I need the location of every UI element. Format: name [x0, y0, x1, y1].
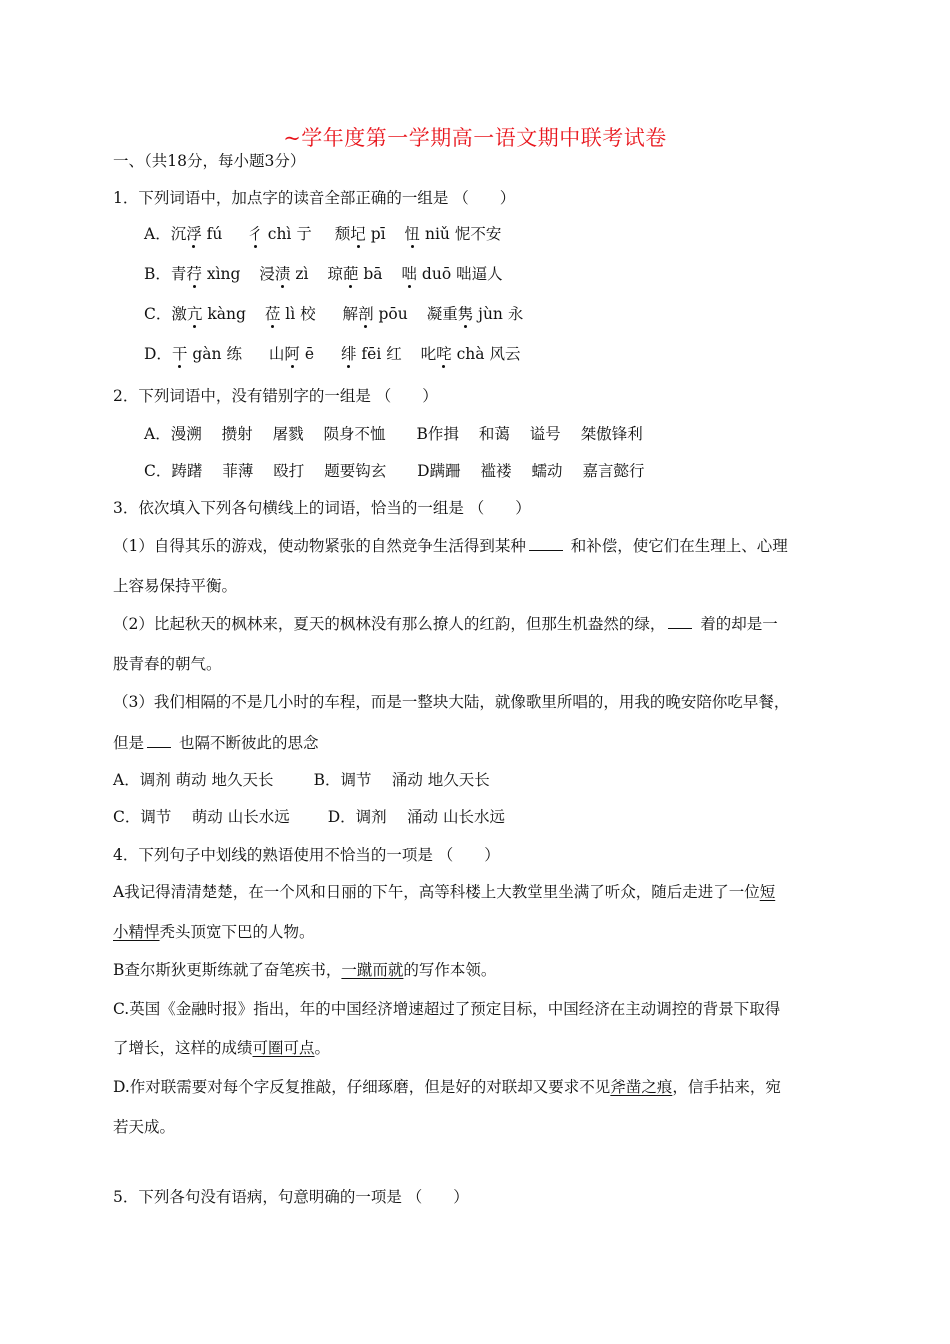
q2-stem: 2．下列词语中，没有错别字的一组是 （ ） — [113, 387, 438, 405]
q3-options-ab: A．调剂 萌动 地久天长 B．调节 涌动 地久天长 — [113, 771, 490, 789]
q4-option-c: C.英国《金融时报》指出，年的中国经济增速超过了预定目标，中国经济在主动调控的背景下取得 — [113, 1000, 781, 1018]
q3-sentence-1: （1）自得其乐的游戏，使动物紧张的自然竞争生活得到某种 和补偿，使它们在生理上、心理 — [113, 537, 788, 555]
q3-options-cd: C．调节 萌动 山长水远 D．调剂 涌动 山长水远 — [113, 808, 506, 826]
q4-option-a-cont: 小精悍秃头顶宽下巴的人物。 — [113, 923, 315, 941]
q1-option-b: B．青荇 xìng 浸渍 zì 琼葩 bā 咄 duō 咄逼人 — [144, 265, 503, 283]
q1-option-a: A．沉浮 fú 彳 chì 亍 颓圮 pī 忸 niǔ 怩不安 — [144, 225, 502, 243]
exam-title: ~学年度第一学期高一语文期中联考试卷 — [283, 126, 667, 150]
q3-sentence-3: （3）我们相隔的不是几小时的车程，而是一整块大陆，就像歌里所唱的，用我的晚安陪你吃早餐， — [113, 693, 790, 711]
q4-option-c-cont: 了增长，这样的成绩可圈可点。 — [113, 1039, 331, 1057]
q5-stem: 5．下列各句没有语病，句意明确的一项是 （ ） — [113, 1188, 469, 1206]
q3-blank-2 — [668, 614, 692, 629]
q3-stem: 3．依次填入下列各句横线上的词语，恰当的一组是 （ ） — [113, 499, 531, 517]
q4-option-d-cont: 若天成。 — [113, 1118, 176, 1136]
q4-option-d: D.作对联需要对每个字反复推敲，仔细琢磨，但是好的对联却又要求不见斧凿之痕，信手拈来，宛 — [113, 1078, 781, 1096]
q4-option-a: A我记得清清楚楚，在一个风和日丽的下午，高等科楼上大教堂里坐满了听众，随后走进了一位短 — [113, 883, 776, 901]
q2-row-2: C．踌躇 菲薄 殴打 题要钩玄 D蹒跚 褴褛 蠕动 嘉言懿行 — [144, 462, 645, 480]
q3-blank-1 — [529, 536, 563, 551]
q1-option-c: C．激亢 kàng 莅 lì 校 解剖 pōu 凝重隽 jùn 永 — [144, 305, 524, 323]
q3-sentence-2-cont: 股青春的朝气。 — [113, 655, 222, 673]
q3-sentence-3-cont: 但是 也隔不断彼此的思念 — [113, 734, 319, 752]
q3-blank-3 — [147, 733, 171, 748]
q3-sentence-2: （2）比起秋天的枫林来，夏天的枫林没有那么撩人的红韵，但那生机盎然的绿， 着的却是一 — [113, 615, 778, 633]
q1-stem: 1．下列词语中，加点字的读音全部正确的一组是 （ ） — [113, 189, 516, 207]
section-heading: 一、（共18分，每小题3分） — [113, 152, 306, 170]
q4-option-b: B查尔斯狄更斯练就了奋笔疾书，一蹴而就的写作本领。 — [113, 961, 497, 979]
q4-stem: 4．下列句子中划线的熟语使用不恰当的一项是 （ ） — [113, 846, 500, 864]
q3-sentence-1-cont: 上容易保持平衡。 — [113, 577, 238, 595]
q2-row-1: A．漫溯 攒射 屠戮 陨身不恤 B作揖 和蔼 谥号 桀傲锋利 — [144, 425, 643, 443]
q1-option-d: D．干 gàn 练 山阿 ē 绯 fēi 红 叱咤 chà 风云 — [144, 345, 521, 363]
